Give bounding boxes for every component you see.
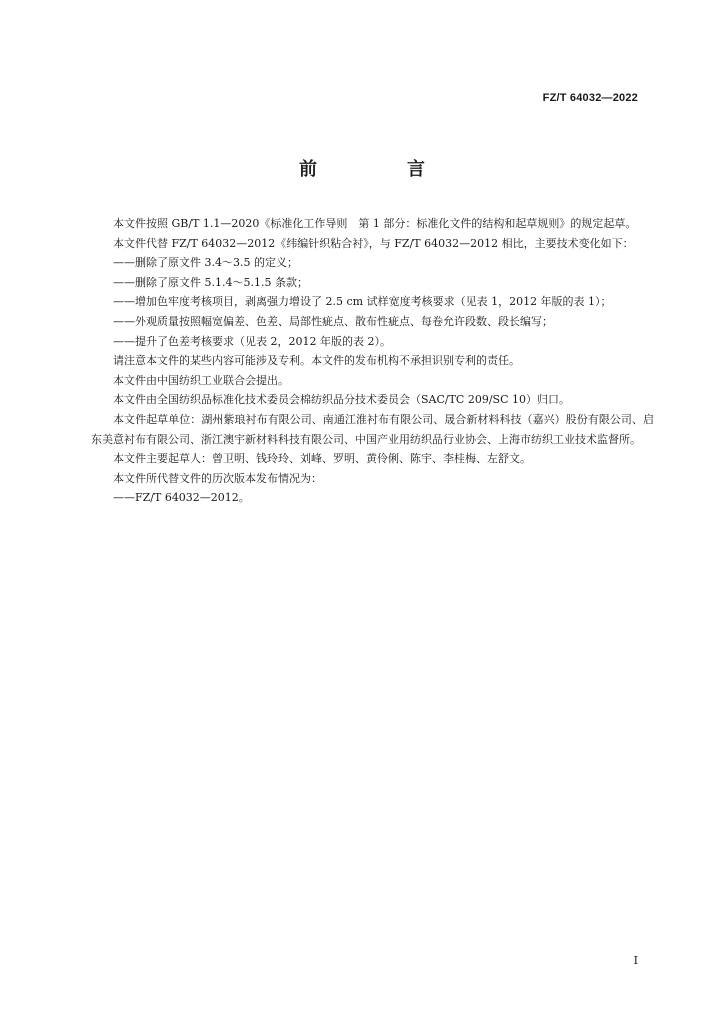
change-item: ——提升了色差考核要求（见表 2，2012 年版的表 2）。 [113, 334, 391, 348]
standard-code: FZ/T 64032—2022 [542, 92, 638, 104]
paragraph-proposed-by: 本文件由中国纺织工业联合会提出。 [113, 373, 289, 387]
page-title: 前 言 [299, 159, 461, 180]
version-item: ——FZ/T 64032—2012。 [113, 491, 250, 505]
paragraph-drafting-units: 本文件起草单位：湖州紫琅衬布有限公司、南通江淮衬布有限公司、晟合新材料科技（嘉兴）股份有限公司、启东美意衬布有限公司、浙江澳宇新材料科技有限公司、中国产业用纺织品行业协会、上海市纺织工业技术监督所。 [91, 412, 654, 446]
change-item: ——删除了原文件 5.1.4～5.1.5 条款； [113, 275, 308, 289]
paragraph-under-jurisdiction: 本文件由全国纺织品标准化技术委员会棉纺织品分技术委员会（SAC/TC 209/SC 10）归口。 [113, 393, 570, 407]
paragraph-drafting-rules: 本文件按照 GB/T 1.1—2020《标准化工作导则 第 1 部分：标准化文件的结构和起草规则》的规定起草。 [113, 217, 637, 230]
paragraph-patent-notice: 请注意本文件的某些内容可能涉及专利。本文件的发布机构不承担识别专利的责任。 [113, 354, 520, 368]
change-item: ——外观质量按照幅宽偏差、色差、局部性疵点、散布性疵点、每卷允许段数、段长编写； [113, 314, 553, 328]
change-item: ——删除了原文件 3.4～3.5 的定义； [113, 256, 298, 270]
preface-body [91, 214, 654, 508]
page-number: I [633, 954, 638, 967]
paragraph-version-history: 本文件所代替文件的历次版本发布情况为： [113, 471, 322, 485]
paragraph-replaces: 本文件代替 FZ/T 64032—2012《纬编针织粘合衬》，与 FZ/T 64032—2012 相比，主要技术变化如下： [113, 236, 634, 250]
paragraph-drafters: 本文件主要起草人：曾卫明、钱玲玲、刘峰、罗明、黄伶俐、陈宇、李桂梅、左舒文。 [113, 452, 531, 466]
change-item: ——增加色牢度考核项目，剥离强力增设了 2.5 cm 试样宽度考核要求（见表 1，2012 年版的表 1）； [113, 295, 612, 309]
